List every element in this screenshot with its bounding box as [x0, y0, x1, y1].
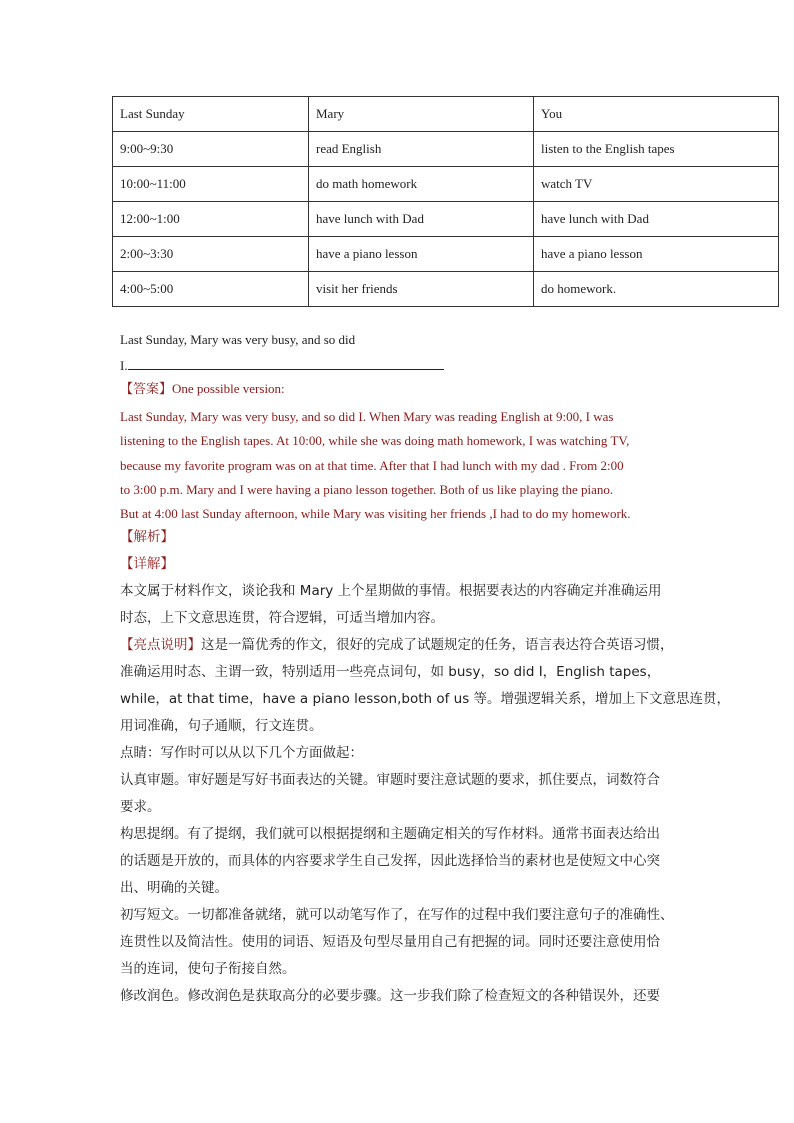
highlight-line: while，at that time，have a piano lesson,both of us 等。增强逻辑关系，增加上下文意思连贯， — [120, 691, 731, 707]
essay-line: But at 4:00 last Sunday afternoon, while Mary was visiting her friends ,I had to do my homework. — [120, 506, 631, 522]
table-cell: do homework. — [534, 272, 779, 307]
tip-line: 认真审题。审好题是写好书面表达的关键。审题时要注意试题的要求，抓住要点，词数符合 — [120, 772, 660, 788]
table-header-cell: Last Sunday — [113, 97, 309, 132]
table-cell: do math homework — [309, 167, 534, 202]
essay-line: listening to the English tapes. At 10:00, while she was doing math homework, I was watching TV, — [120, 433, 630, 449]
schedule-table — [112, 96, 779, 307]
tip-line: 构思提纲。有了提纲，我们就可以根据提纲和主题确定相关的写作材料。通常书面表达给出 — [120, 826, 660, 842]
table-cell: read English — [309, 132, 534, 167]
table-cell: have a piano lesson — [534, 237, 779, 272]
prompt-line-2 — [120, 355, 444, 375]
table-cell: have lunch with Dad — [534, 202, 779, 237]
xiangjie-heading: 【详解】 — [120, 556, 174, 572]
table-cell: 9:00~9:30 — [113, 132, 309, 167]
table-cell: watch TV — [534, 167, 779, 202]
table-cell: have a piano lesson — [309, 237, 534, 272]
tip-line: 修改润色。修改润色是获取高分的必要步骤。这一步我们除了检查短文的各种错误外，还要 — [120, 988, 660, 1004]
table-header-cell: Mary — [309, 97, 534, 132]
tip-line: 要求。 — [120, 799, 161, 815]
answer-intro: One possible version: — [172, 381, 285, 396]
table-row — [113, 272, 779, 307]
tip-line: 当的连词，使句子衔接自然。 — [120, 961, 296, 977]
highlight-line: 准确运用时态、主谓一致，特别适用一些亮点词句，如 busy，so did I，English tapes， — [120, 664, 661, 680]
table-header-cell: You — [534, 97, 779, 132]
table-cell: visit her friends — [309, 272, 534, 307]
table-cell: 12:00~1:00 — [113, 202, 309, 237]
essay-line: because my favorite program was on at that time. After that I had lunch with my dad . From 2:00 — [120, 457, 624, 473]
answer-heading — [120, 380, 285, 399]
prompt-line-1: Last Sunday, Mary was very busy, and so did — [120, 332, 356, 347]
prompt-start-text: I. — [120, 358, 128, 373]
table-row — [113, 132, 779, 167]
model-essay — [120, 405, 680, 526]
highlight-label: 【亮点说明】 — [120, 637, 201, 653]
tip-line: 出、明确的关键。 — [120, 880, 228, 896]
essay-line: Last Sunday, Mary was very busy, and so did I. When Mary was reading English at 9:00, I was — [120, 409, 614, 424]
tip-line: 的话题是开放的，而具体的内容要求学生自己发挥，因此选择恰当的素材也是使短文中心突 — [120, 853, 660, 869]
table-row — [113, 167, 779, 202]
table-row — [113, 202, 779, 237]
table-cell: have lunch with Dad — [309, 202, 534, 237]
answer-blank-line — [128, 355, 444, 370]
table-header-row — [113, 97, 779, 132]
analysis-section — [120, 524, 731, 1010]
table-cell: 4:00~5:00 — [113, 272, 309, 307]
tip-line: 连贯性以及简洁性。使用的词语、短语及句型尽量用自己有把握的词。同时还要注意使用恰 — [120, 934, 660, 950]
table-row — [113, 237, 779, 272]
tip-line: 点睛：写作时可以从以下几个方面做起： — [120, 745, 363, 761]
analysis-line: 时态，上下文意思连贯，符合逻辑，可适当增加内容。 — [120, 610, 444, 626]
jiexi-heading: 【解析】 — [120, 529, 174, 545]
tip-line: 初写短文。一切都准备就绪，就可以动笔写作了，在写作的过程中我们要注意句子的准确性、 — [120, 907, 674, 923]
essay-line: to 3:00 p.m. Mary and I were having a piano lesson together. Both of us like playing the piano. — [120, 481, 614, 497]
table-cell: listen to the English tapes — [534, 132, 779, 167]
analysis-line: 本文属于材料作文，谈论我和 Mary 上个星期做的事情。根据要表达的内容确定并准确运用 — [120, 583, 662, 599]
highlight-line: 用词准确，句子通顺，行文连贯。 — [120, 718, 323, 734]
highlight-line — [120, 632, 690, 659]
table-cell: 2:00~3:30 — [113, 237, 309, 272]
table-cell: 10:00~11:00 — [113, 167, 309, 202]
answer-label: 【答案】 — [120, 382, 173, 397]
highlight-text: 这是一篇优秀的作文，很好的完成了试题规定的任务，语言表达符合英语习惯， — [201, 637, 674, 653]
